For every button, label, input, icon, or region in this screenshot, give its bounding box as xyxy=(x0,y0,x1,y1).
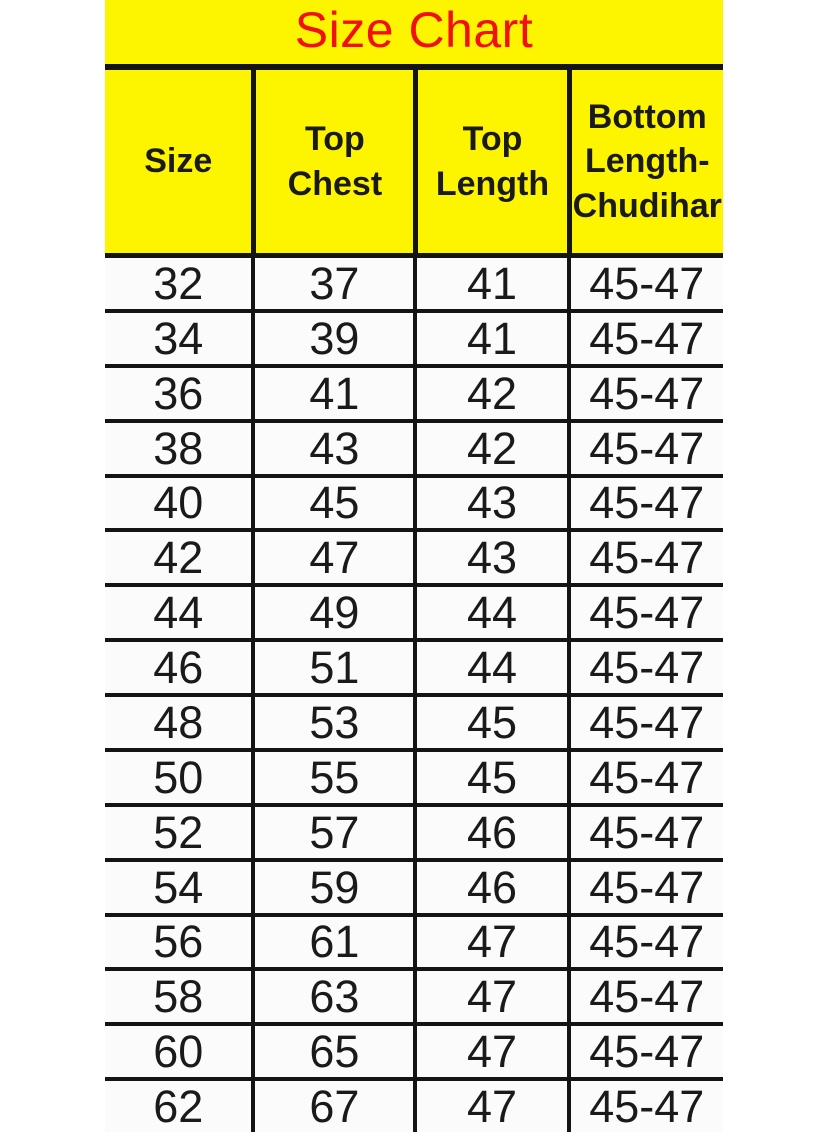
cell-size: 38 xyxy=(153,422,204,474)
cell-size: 44 xyxy=(153,587,204,639)
cell-bottom-length-chudihar: 45-47 xyxy=(567,917,723,968)
column-header-top-chest: Top Chest xyxy=(251,70,413,253)
cell-top-chest: 43 xyxy=(251,423,413,474)
cell-size: 32 xyxy=(153,257,204,309)
cell-size: 40 xyxy=(153,477,204,529)
table-row xyxy=(105,858,723,913)
column-header-top-length: Top Length xyxy=(413,70,566,253)
cell-top-chest: 65 xyxy=(251,1026,413,1077)
cell-size: 52 xyxy=(153,806,204,858)
table-row xyxy=(105,474,723,529)
table-row xyxy=(105,748,723,803)
cell-bottom-length-chudihar: 45-47 xyxy=(567,862,723,913)
cell-size: 46 xyxy=(153,642,204,694)
cell-top-chest: 63 xyxy=(251,971,413,1022)
cell-size: 60 xyxy=(153,1026,204,1078)
cell-top-chest: 61 xyxy=(251,917,413,968)
cell-top-length: 42 xyxy=(413,423,566,474)
cell-top-length: 43 xyxy=(413,478,566,529)
table-row xyxy=(105,967,723,1022)
cell-size: 62 xyxy=(153,1081,204,1132)
cell-top-length: 44 xyxy=(413,642,566,693)
cell-top-chest: 49 xyxy=(251,587,413,638)
cell-top-length: 46 xyxy=(413,862,566,913)
cell-size: 54 xyxy=(153,861,204,913)
cell-size: 42 xyxy=(153,532,204,584)
cell-bottom-length-chudihar: 45-47 xyxy=(567,258,723,309)
column-header-size: Size xyxy=(144,142,213,181)
cell-top-chest: 59 xyxy=(251,862,413,913)
cell-top-chest: 45 xyxy=(251,478,413,529)
table-row xyxy=(105,528,723,583)
cell-bottom-length-chudihar: 45-47 xyxy=(567,423,723,474)
table-row xyxy=(105,638,723,693)
cell-top-length: 45 xyxy=(413,697,566,748)
table-row xyxy=(105,258,723,309)
cell-top-chest: 67 xyxy=(251,1081,413,1132)
table-row xyxy=(105,1077,723,1132)
cell-top-chest: 37 xyxy=(251,258,413,309)
cell-top-length: 46 xyxy=(413,807,566,858)
chart-title: Size Chart xyxy=(294,2,534,58)
table-row xyxy=(105,583,723,638)
cell-bottom-length-chudihar: 45-47 xyxy=(567,368,723,419)
cell-top-chest: 41 xyxy=(251,368,413,419)
cell-top-chest: 47 xyxy=(251,532,413,583)
cell-size: 50 xyxy=(153,751,204,803)
cell-bottom-length-chudihar: 45-47 xyxy=(567,313,723,364)
cell-top-length: 47 xyxy=(413,971,566,1022)
table-row xyxy=(105,419,723,474)
table-row xyxy=(105,803,723,858)
cell-bottom-length-chudihar: 45-47 xyxy=(567,971,723,1022)
cell-bottom-length-chudihar: 45-47 xyxy=(567,587,723,638)
table-row xyxy=(105,913,723,968)
cell-size: 36 xyxy=(153,367,204,419)
cell-top-length: 44 xyxy=(413,587,566,638)
cell-top-length: 42 xyxy=(413,368,566,419)
cell-bottom-length-chudihar: 45-47 xyxy=(567,642,723,693)
size-chart-table xyxy=(105,0,723,1132)
cell-size: 58 xyxy=(153,971,204,1023)
cell-top-length: 45 xyxy=(413,752,566,803)
cell-bottom-length-chudihar: 45-47 xyxy=(567,532,723,583)
cell-top-chest: 57 xyxy=(251,807,413,858)
table-row xyxy=(105,309,723,364)
cell-top-length: 47 xyxy=(413,1026,566,1077)
cell-bottom-length-chudihar: 45-47 xyxy=(567,1026,723,1077)
cell-bottom-length-chudihar: 45-47 xyxy=(567,752,723,803)
cell-top-length: 41 xyxy=(413,313,566,364)
cell-top-chest: 53 xyxy=(251,697,413,748)
table-row xyxy=(105,1022,723,1077)
cell-top-length: 41 xyxy=(413,258,566,309)
cell-size: 56 xyxy=(153,916,204,968)
cell-top-chest: 39 xyxy=(251,313,413,364)
cell-bottom-length-chudihar: 45-47 xyxy=(567,697,723,748)
cell-size: 48 xyxy=(153,696,204,748)
table-row xyxy=(105,364,723,419)
cell-size: 34 xyxy=(153,312,204,364)
cell-top-chest: 55 xyxy=(251,752,413,803)
cell-top-length: 43 xyxy=(413,532,566,583)
table-header-row xyxy=(105,70,723,258)
cell-bottom-length-chudihar: 45-47 xyxy=(567,478,723,529)
table-row xyxy=(105,693,723,748)
cell-top-length: 47 xyxy=(413,917,566,968)
chart-title-bar xyxy=(105,0,723,70)
cell-bottom-length-chudihar: 45-47 xyxy=(567,1081,723,1132)
cell-top-length: 47 xyxy=(413,1081,566,1132)
column-header-bottom-length-chudihar: Bottom Length-Chudihar xyxy=(567,70,723,253)
cell-bottom-length-chudihar: 45-47 xyxy=(567,807,723,858)
table-body xyxy=(105,258,723,1132)
cell-top-chest: 51 xyxy=(251,642,413,693)
